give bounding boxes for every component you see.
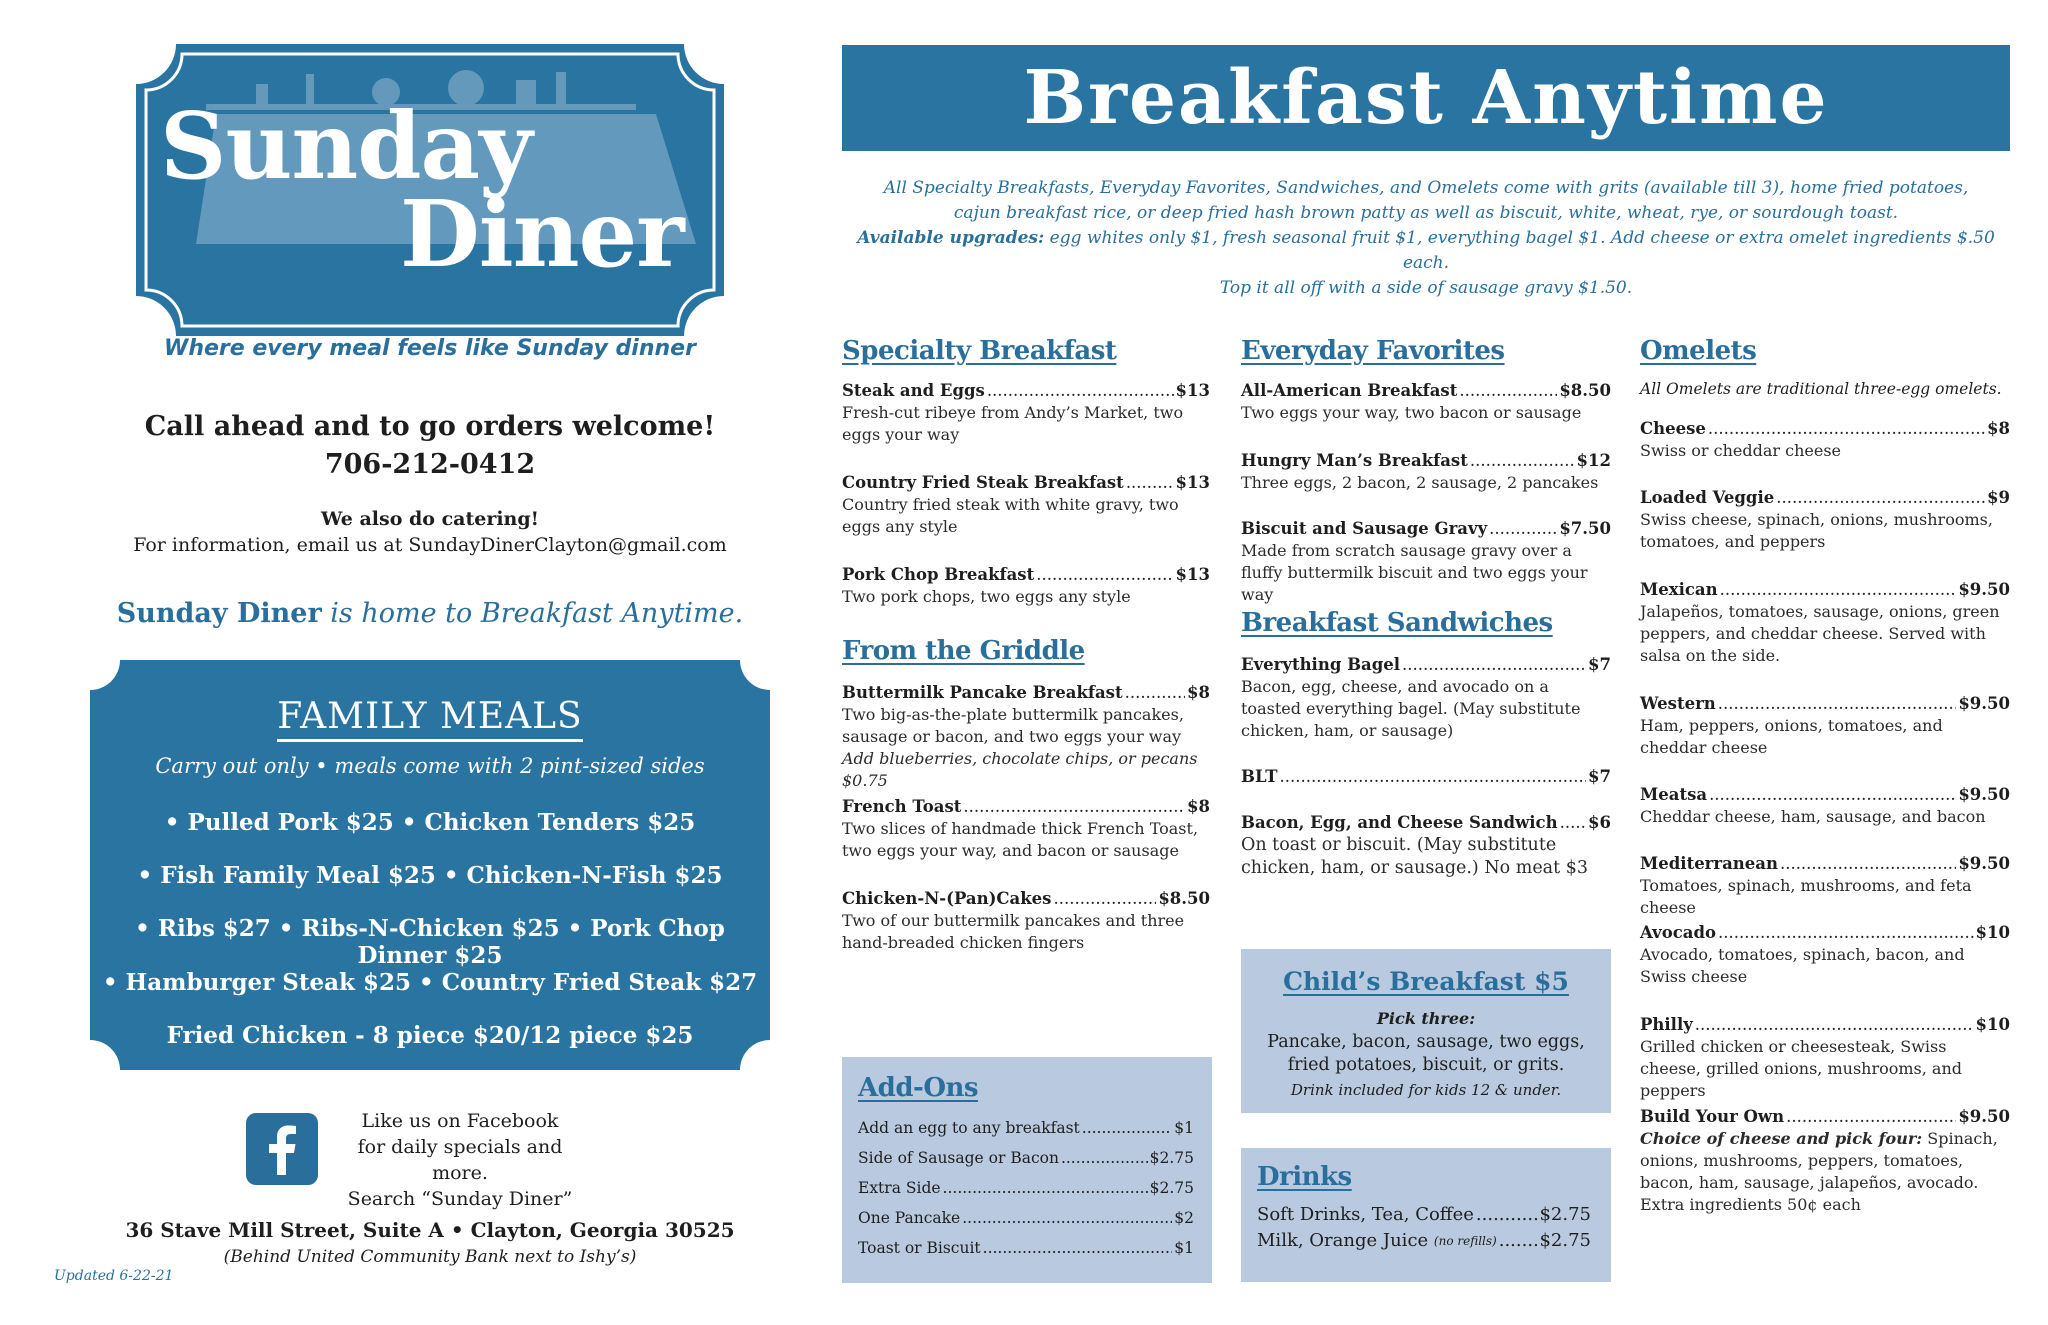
addon-row [858,1209,1194,1227]
drink-name: Milk, Orange Juice [1257,1230,1429,1251]
menu-item [1241,766,1611,788]
item-desc: Grilled chicken or cheesesteak, Swiss cheese, grilled onions, mushrooms, and peppers [1640,1037,1963,1100]
family-meals-title: FAMILY MEALS [90,696,770,737]
menu-item [842,380,1210,446]
item-name: Steak and Eggs [842,381,985,400]
item-price: $10 [1975,1015,2010,1034]
family-meal-line: Fried Chicken - 8 piece $20/12 piece $25 [166,1022,694,1049]
item-price: $12 [1576,451,1611,470]
menu-item [1241,450,1611,494]
item-price: $6 [1588,813,1611,832]
intro-line: cajun breakfast rice, or deep fried hash brown patty as well as biscuit, white, wheat, rye, or sourdough toast. [953,203,1899,223]
item-price: $13 [1175,565,1210,584]
item-name: Buttermilk Pancake Breakfast [842,683,1123,702]
facebook-line: Like us on Facebook [361,1110,559,1132]
section-title-child: Child’s Breakfast $5 [1283,967,1569,996]
menu-item [1241,380,1611,424]
menu-item [1241,654,1611,742]
item-name: Chicken-N-(Pan)Cakes [842,889,1052,908]
intro-line [842,226,2010,276]
home-line [100,598,760,629]
section-title-omelets: Omelets [1640,336,1757,366]
item-price: $13 [1175,473,1210,492]
intro-text [842,176,2010,301]
home-name: Sunday Diner [116,598,322,629]
menu-item [1640,784,2010,828]
catering-text: For information, email us at SundayDinerClayton@gmail.com [133,534,727,556]
item-name: French Toast [842,797,962,816]
item-price: $7 [1588,655,1611,674]
item-name: BLT [1241,767,1278,786]
drink-price: $2.75 [1539,1230,1591,1251]
section-title-sandwiches: Breakfast Sandwiches [1241,608,1553,638]
addon-name: Toast or Biscuit [858,1239,981,1257]
item-price: $8.50 [1559,381,1611,400]
family-meals-panel [90,660,770,1070]
menu-item [1640,418,2010,462]
page-title: Breakfast Anytime [842,45,2010,151]
addon-row [858,1239,1194,1257]
menu-item [1640,1106,2010,1216]
catering-info [100,506,760,558]
facebook-text [330,1108,590,1212]
addons-box [842,1057,1212,1283]
item-desc: Bacon, egg, cheese, and avocado on a toasted everything bagel. (May substitute chicken, ham, or sausage) [1241,677,1581,740]
omelet-note: All Omelets are traditional three-egg omelets. [1640,380,2002,398]
item-desc: Swiss cheese, spinach, onions, mushrooms, tomatoes, and peppers [1640,510,1993,551]
item-price: $9.50 [1958,785,2010,804]
item-name: Bacon, Egg, and Cheese Sandwich [1241,813,1558,832]
item-price: $9.50 [1958,694,2010,713]
item-desc: Two pork chops, two eggs any style [842,587,1131,606]
updated-date: Updated 6-22-21 [54,1268,174,1284]
section-title-drinks: Drinks [1257,1162,1352,1192]
item-name: Loaded Veggie [1640,488,1775,507]
addon-price: $1 [1174,1239,1194,1257]
drink-name: Soft Drinks, Tea, Coffee [1257,1204,1474,1225]
intro-line: All Specialty Breakfasts, Everyday Favorites, Sandwiches, and Omelets come with grits (available till 3), home fried potatoes, [883,178,1969,198]
drink-price: $2.75 [1539,1204,1591,1225]
item-desc: Jalapeños, tomatoes, sausage, onions, green peppers, and cheddar cheese. Served with salsa on the side. [1640,602,2000,665]
home-rest: is home to Breakfast Anytime. [330,598,744,629]
item-note: Add blueberries, chocolate chips, or pecans $0.75 [842,749,1198,790]
intro-line: Top it all off with a side of sausage gravy $1.50. [1219,278,1633,298]
menu-item [1640,693,2010,759]
item-desc: Ham, peppers, onions, tomatoes, and cheddar cheese [1640,716,1943,757]
section-title-everyday: Everyday Favorites [1241,336,1505,366]
menu-item [842,472,1210,538]
menu-item [842,564,1210,608]
item-price: $9.50 [1958,854,2010,873]
item-desc: Two slices of handmade thick French Toast, two eggs your way, and bacon or sausage [842,819,1199,860]
item-desc: Swiss or cheddar cheese [1640,441,1842,460]
logo [136,44,724,336]
phone-number[interactable]: 706-212-0412 [324,449,536,480]
item-price: $9.50 [1958,580,2010,599]
menu-item [1241,812,1611,880]
addon-name: One Pancake [858,1209,961,1227]
item-name: Avocado [1640,923,1717,942]
addon-name: Add an egg to any breakfast [858,1119,1080,1137]
menu-item [842,888,1210,954]
addon-price: $2.75 [1149,1179,1194,1197]
item-name: Pork Chop Breakfast [842,565,1035,584]
menu-item [1640,853,2010,919]
item-desc: Three eggs, 2 bacon, 2 sausage, 2 pancakes [1241,473,1599,492]
call-ahead [100,408,760,484]
addon-name: Side of Sausage or Bacon [858,1149,1059,1167]
item-name: All-American Breakfast [1241,381,1458,400]
item-name: Cheese [1640,419,1706,438]
item-name: Mediterranean [1640,854,1778,873]
item-name: Build Your Own [1640,1107,1785,1126]
item-desc: Tomatoes, spinach, mushrooms, and feta cheese [1640,876,1972,917]
facebook-line: Search “Sunday Diner” [347,1188,573,1210]
address: 36 Stave Mill Street, Suite A • Clayton, Georgia 30525 [125,1218,735,1242]
item-name: Country Fried Steak Breakfast [842,473,1124,492]
menu-item [1640,487,2010,553]
section-title-griddle: From the Griddle [842,636,1085,666]
family-meal-line: • Hamburger Steak $25 • Country Fried Steak $27 [102,969,758,996]
item-desc: Two eggs your way, two bacon or sausage [1241,403,1582,422]
family-meal-line: • Pulled Pork $25 • Chicken Tenders $25 [164,809,696,836]
drinks-box [1241,1148,1611,1282]
addon-row [858,1119,1194,1137]
facebook-icon[interactable] [246,1113,318,1185]
addon-name: Extra Side [858,1179,941,1197]
item-price: $8 [1187,797,1210,816]
item-desc: Country fried steak with white gravy, two eggs any style [842,495,1179,536]
item-name: Mexican [1640,580,1718,599]
menu-item [1640,922,2010,988]
family-meal-line: • Fish Family Meal $25 • Chicken-N-Fish $25 [137,862,723,889]
item-desc-label: Choice of cheese and pick four: [1640,1129,1923,1148]
item-name: Western [1640,694,1716,713]
family-meals-subtitle: Carry out only • meals come with 2 pint-sized sides [155,754,705,778]
section-title-addons: Add-Ons [858,1073,979,1103]
facebook-line: for daily specials and more. [357,1136,563,1184]
menu-item [1640,579,2010,667]
child-drink: Drink included for kids 12 & under. [1290,1081,1562,1099]
item-price: $13 [1175,381,1210,400]
item-name: Everything Bagel [1241,655,1401,674]
item-price: $10 [1975,923,2010,942]
tagline: Where every meal feels like Sunday dinner [164,336,696,361]
menu-item [1640,1014,2010,1102]
item-desc: Fresh-cut ribeye from Andy’s Market, two eggs your way [842,403,1184,444]
item-desc: Made from scratch sausage gravy over a fluffy buttermilk biscuit and two eggs your way [1241,541,1588,604]
addon-price: $2 [1174,1209,1194,1227]
item-price: $9.50 [1958,1107,2010,1126]
drink-row [1257,1204,1591,1225]
item-name: Hungry Man’s Breakfast [1241,451,1468,470]
upgrades-label: Available upgrades: [857,228,1045,248]
logo-diner: Diner [400,180,684,288]
logo-sunday: Sunday [160,92,532,200]
item-desc: Two of our buttermilk pancakes and three hand-breaded chicken fingers [842,911,1185,952]
item-name: Meatsa [1640,785,1708,804]
item-desc: On toast or biscuit. (May substitute chicken, ham, or sausage.) No meat $3 [1241,835,1588,878]
addon-price: $2.75 [1149,1149,1194,1167]
addon-row [858,1149,1194,1167]
menu-item [842,682,1210,792]
drink-row [1257,1230,1591,1251]
address-note: (Behind United Community Bank next to Ishy’s) [223,1247,637,1267]
item-price: $9 [1987,488,2010,507]
upgrades-text: egg whites only $1, fresh seasonal fruit $1, everything bagel $1. Add cheese or extra omelet ingredients $.50 each. [1049,228,1995,273]
catering-title: We also do catering! [321,508,539,530]
item-desc: Avocado, tomatoes, spinach, bacon, and Swiss cheese [1640,945,1965,986]
family-meal-line: • Ribs $27 • Ribs-N-Chicken $25 • Pork Chop Dinner $25 [135,915,725,969]
drink-note: (no refills) [1433,1233,1497,1248]
item-price: $7.50 [1559,519,1611,538]
item-name: Biscuit and Sausage Gravy [1241,519,1488,538]
item-desc: Spinach, onions, mushrooms, peppers, tomatoes, bacon, ham, sausage, jalapeños, avocado. Extra ingredients 50¢ each [1640,1129,1998,1214]
item-desc: Cheddar cheese, ham, sausage, and bacon [1640,807,1986,826]
item-desc: Two big-as-the-plate buttermilk pancakes, sausage or bacon, and two eggs your way [842,705,1184,746]
menu-item [842,796,1210,862]
item-price: $8.50 [1158,889,1210,908]
menu-item [1241,518,1611,606]
child-breakfast-box [1241,949,1611,1113]
call-ahead-text: Call ahead and to go orders welcome! [144,411,716,442]
item-price: $7 [1588,767,1611,786]
child-options: Pancake, bacon, sausage, two eggs, fried potatoes, biscuit, or grits. [1267,1032,1585,1075]
section-title-specialty: Specialty Breakfast [842,336,1117,366]
child-pick: Pick three: [1376,1009,1476,1028]
addon-price: $1 [1174,1119,1194,1137]
item-price: $8 [1987,419,2010,438]
addon-row [858,1179,1194,1197]
item-price: $8 [1187,683,1210,702]
item-name: Philly [1640,1015,1693,1034]
